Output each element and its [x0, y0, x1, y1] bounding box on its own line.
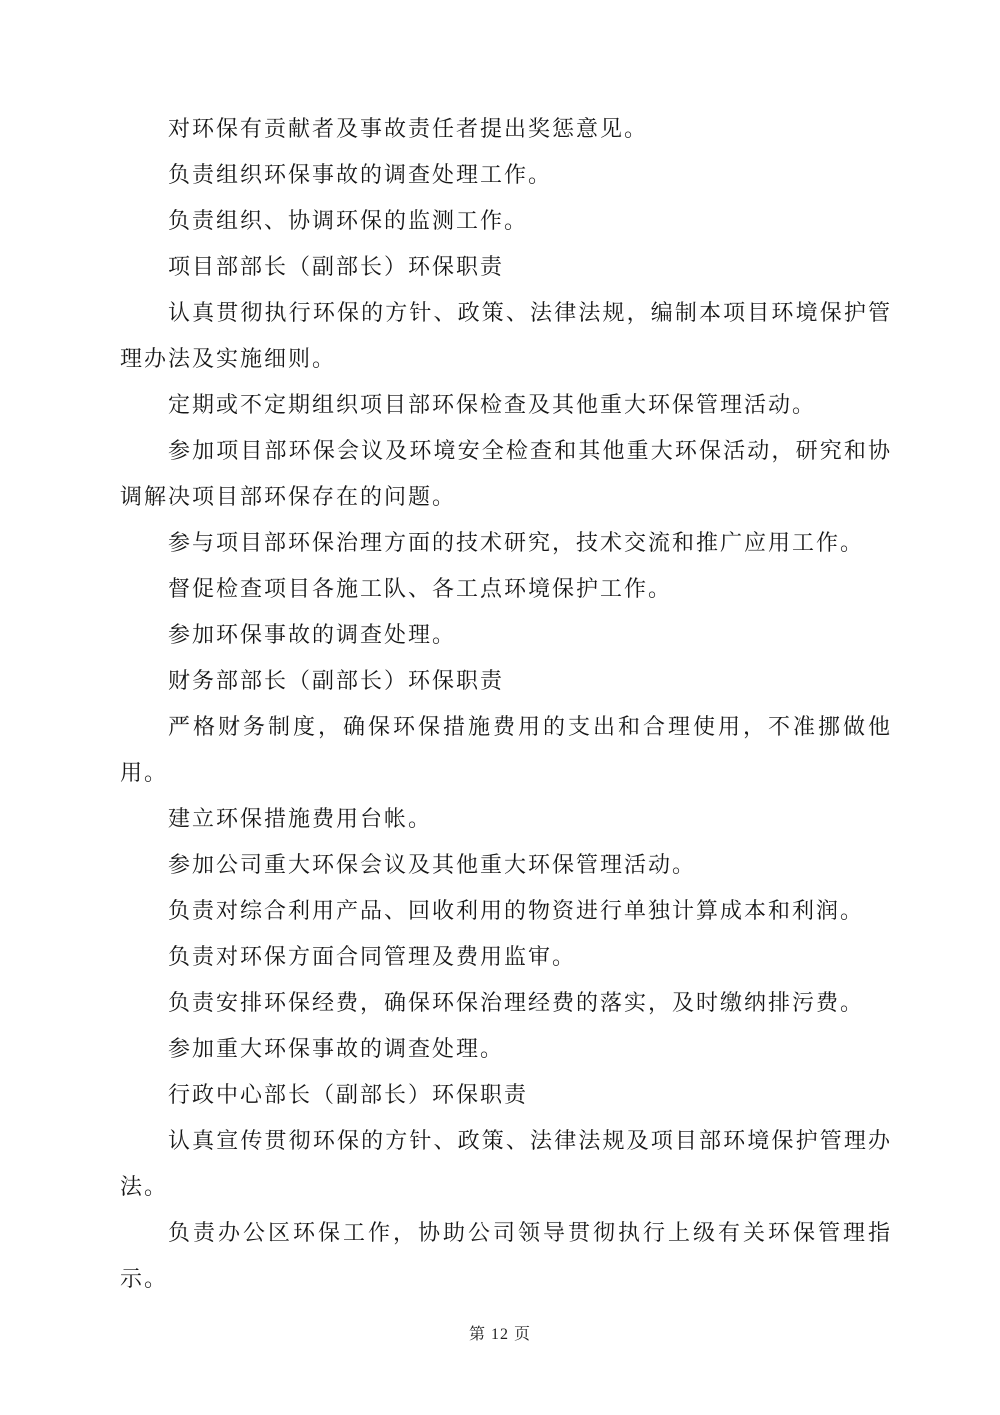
section-heading: 项目部部长（副部长）环保职责: [168, 254, 505, 279]
paragraph: 负责对综合利用产品、回收利用的物资进行单独计算成本和利润。: [168, 898, 865, 923]
paragraph: 参加环保事故的调查处理。: [168, 622, 457, 647]
document-body: [120, 106, 892, 1302]
paragraph: 负责组织、协调环保的监测工作。: [168, 208, 529, 233]
paragraph: 负责安排环保经费，确保环保治理经费的落实，及时缴纳排污费。: [168, 990, 865, 1015]
paragraph: 负责组织环保事故的调查处理工作。: [168, 162, 553, 187]
paragraph: 参加重大环保事故的调查处理。: [168, 1036, 505, 1061]
paragraph: 督促检查项目各施工队、各工点环境保护工作。: [168, 576, 673, 601]
paragraph: 建立环保措施费用台帐。: [168, 806, 433, 831]
paragraph: 负责办公区环保工作，协助公司领导贯彻执行上级有关环保管理指示。: [120, 1220, 892, 1291]
paragraph: 参与项目部环保治理方面的技术研究，技术交流和推广应用工作。: [168, 530, 865, 555]
section-heading: 行政中心部长（副部长）环保职责: [168, 1082, 529, 1107]
paragraph: 严格财务制度，确保环保措施费用的支出和合理使用，不准挪做他用。: [120, 714, 892, 785]
paragraph: 对环保有贡献者及事故责任者提出奖惩意见。: [168, 116, 649, 141]
paragraph: 负责对环保方面合同管理及费用监审。: [168, 944, 577, 969]
paragraph: 定期或不定期组织项目部环保检查及其他重大环保管理活动。: [168, 392, 817, 417]
paragraph: 认真宣传贯彻环保的方针、政策、法律法规及项目部环境保护管理办法。: [120, 1128, 892, 1199]
paragraph: 认真贯彻执行环保的方针、政策、法律法规，编制本项目环境保护管理办法及实施细则。: [120, 300, 892, 371]
paragraph: 参加公司重大环保会议及其他重大环保管理活动。: [168, 852, 697, 877]
section-heading: 财务部部长（副部长）环保职责: [168, 668, 505, 693]
page-number: 第 12 页: [468, 1326, 531, 1343]
paragraph: 参加项目部环保会议及环境安全检查和其他重大环保活动，研究和协调解决项目部环保存在的问题。: [120, 438, 892, 509]
